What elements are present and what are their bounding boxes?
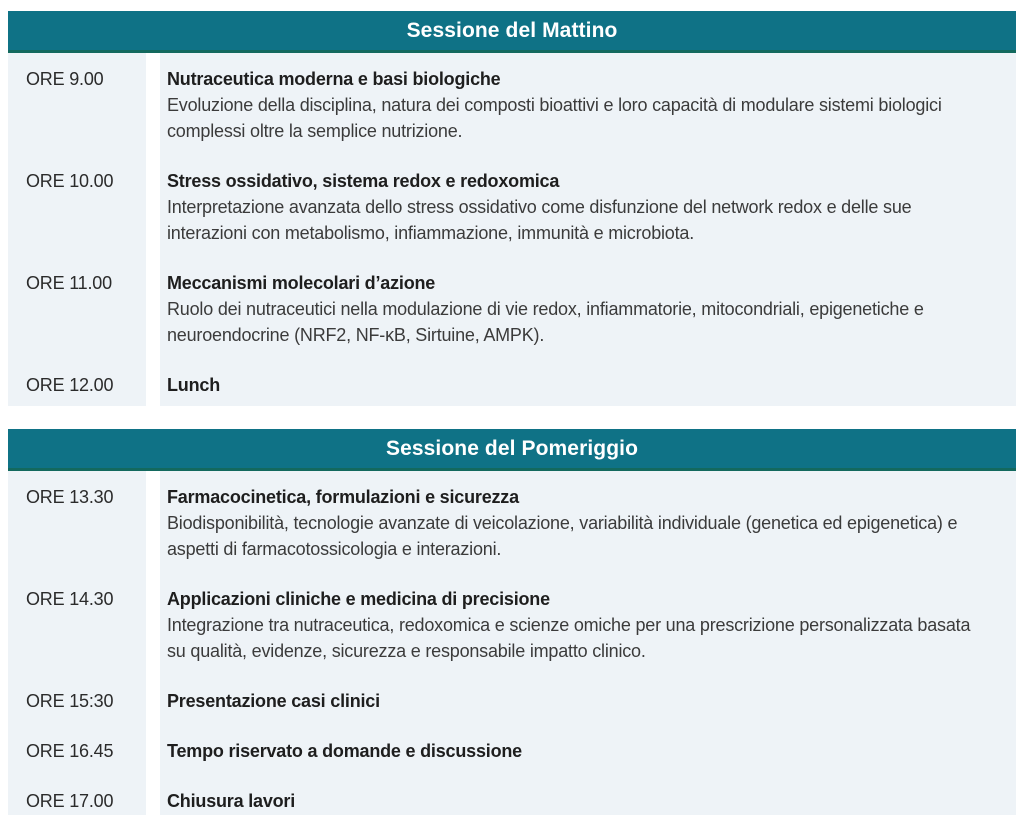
agenda-row <box>8 738 1016 764</box>
entry-description: Ruolo dei nutraceutici nella modulazione di vie redox, infiammatorie, mitocondriali, epigenetiche e neuroendocrine (NRF2, NF-κB, Sirtuine, AMPK). <box>167 299 924 345</box>
entry-description: Interpretazione avanzata dello stress ossidativo come disfunzione del network redox e delle sue interazioni con metabolismo, infiammazione, immunità e microbiota. <box>167 197 912 243</box>
entry-description: Biodisponibilità, tecnologie avanzate di veicolazione, variabilità individuale (genetica ed epigenetica) e aspetti di farmacotossicologia e interazioni. <box>167 513 958 559</box>
agenda-entry <box>160 738 1016 764</box>
agenda-row <box>8 270 1016 348</box>
agenda-entry <box>160 66 1016 144</box>
session-morning <box>8 11 1016 406</box>
entry-description: Evoluzione della disciplina, natura dei composti bioattivi e loro capacità di modulare sistemi biologici complessi oltre la semplice nutrizione. <box>167 95 942 141</box>
time-label: ORE 12.00 <box>26 375 114 395</box>
session-morning-title: Sessione del Mattino <box>406 18 618 42</box>
time-label: ORE 10.00 <box>26 171 114 191</box>
time-label: ORE 11.00 <box>26 273 112 293</box>
agenda-row <box>8 688 1016 714</box>
entry-title: Farmacocinetica, formulazioni e sicurezza <box>167 487 519 507</box>
time-label: ORE 14.30 <box>26 589 114 609</box>
agenda-entry <box>160 270 1016 348</box>
session-afternoon-body <box>8 471 1016 815</box>
time-label: ORE 16.45 <box>26 741 114 761</box>
agenda-row <box>8 372 1016 398</box>
agenda-row <box>8 586 1016 664</box>
entry-title: Tempo riservato a domande e discussione <box>167 741 522 761</box>
agenda-entry <box>160 168 1016 246</box>
entry-title: Meccanismi molecolari d’azione <box>167 273 436 293</box>
agenda-entry <box>160 688 1016 714</box>
entry-title: Presentazione casi clinici <box>167 691 380 711</box>
entry-title: Nutraceutica moderna e basi biologiche <box>167 69 501 89</box>
entry-description: Integrazione tra nutraceutica, redoxomica e scienze omiche per una prescrizione personalizzata basata su qualità, evidenze, sicurezza e responsabile impatto clinico. <box>167 615 971 661</box>
time-label: ORE 17.00 <box>26 791 114 811</box>
entry-title: Chiusura lavori <box>167 791 296 811</box>
agenda-entry <box>160 372 1016 398</box>
entry-title: Lunch <box>167 375 220 395</box>
time-label: ORE 9.00 <box>26 69 104 89</box>
session-afternoon-header <box>8 429 1016 471</box>
time-label: ORE 15:30 <box>26 691 114 711</box>
time-label: ORE 13.30 <box>26 487 114 507</box>
agenda-row <box>8 484 1016 562</box>
session-morning-header <box>8 11 1016 53</box>
agenda-entry <box>160 586 1016 664</box>
agenda-entry <box>160 788 1016 814</box>
session-afternoon <box>8 429 1016 815</box>
entry-title: Stress ossidativo, sistema redox e redoxomica <box>167 171 560 191</box>
agenda-row <box>8 788 1016 814</box>
session-morning-body <box>8 53 1016 406</box>
agenda-entry <box>160 484 1016 562</box>
session-afternoon-title: Sessione del Pomeriggio <box>385 436 639 460</box>
agenda-row <box>8 66 1016 144</box>
entry-title: Applicazioni cliniche e medicina di precisione <box>167 589 550 609</box>
agenda-row <box>8 168 1016 246</box>
